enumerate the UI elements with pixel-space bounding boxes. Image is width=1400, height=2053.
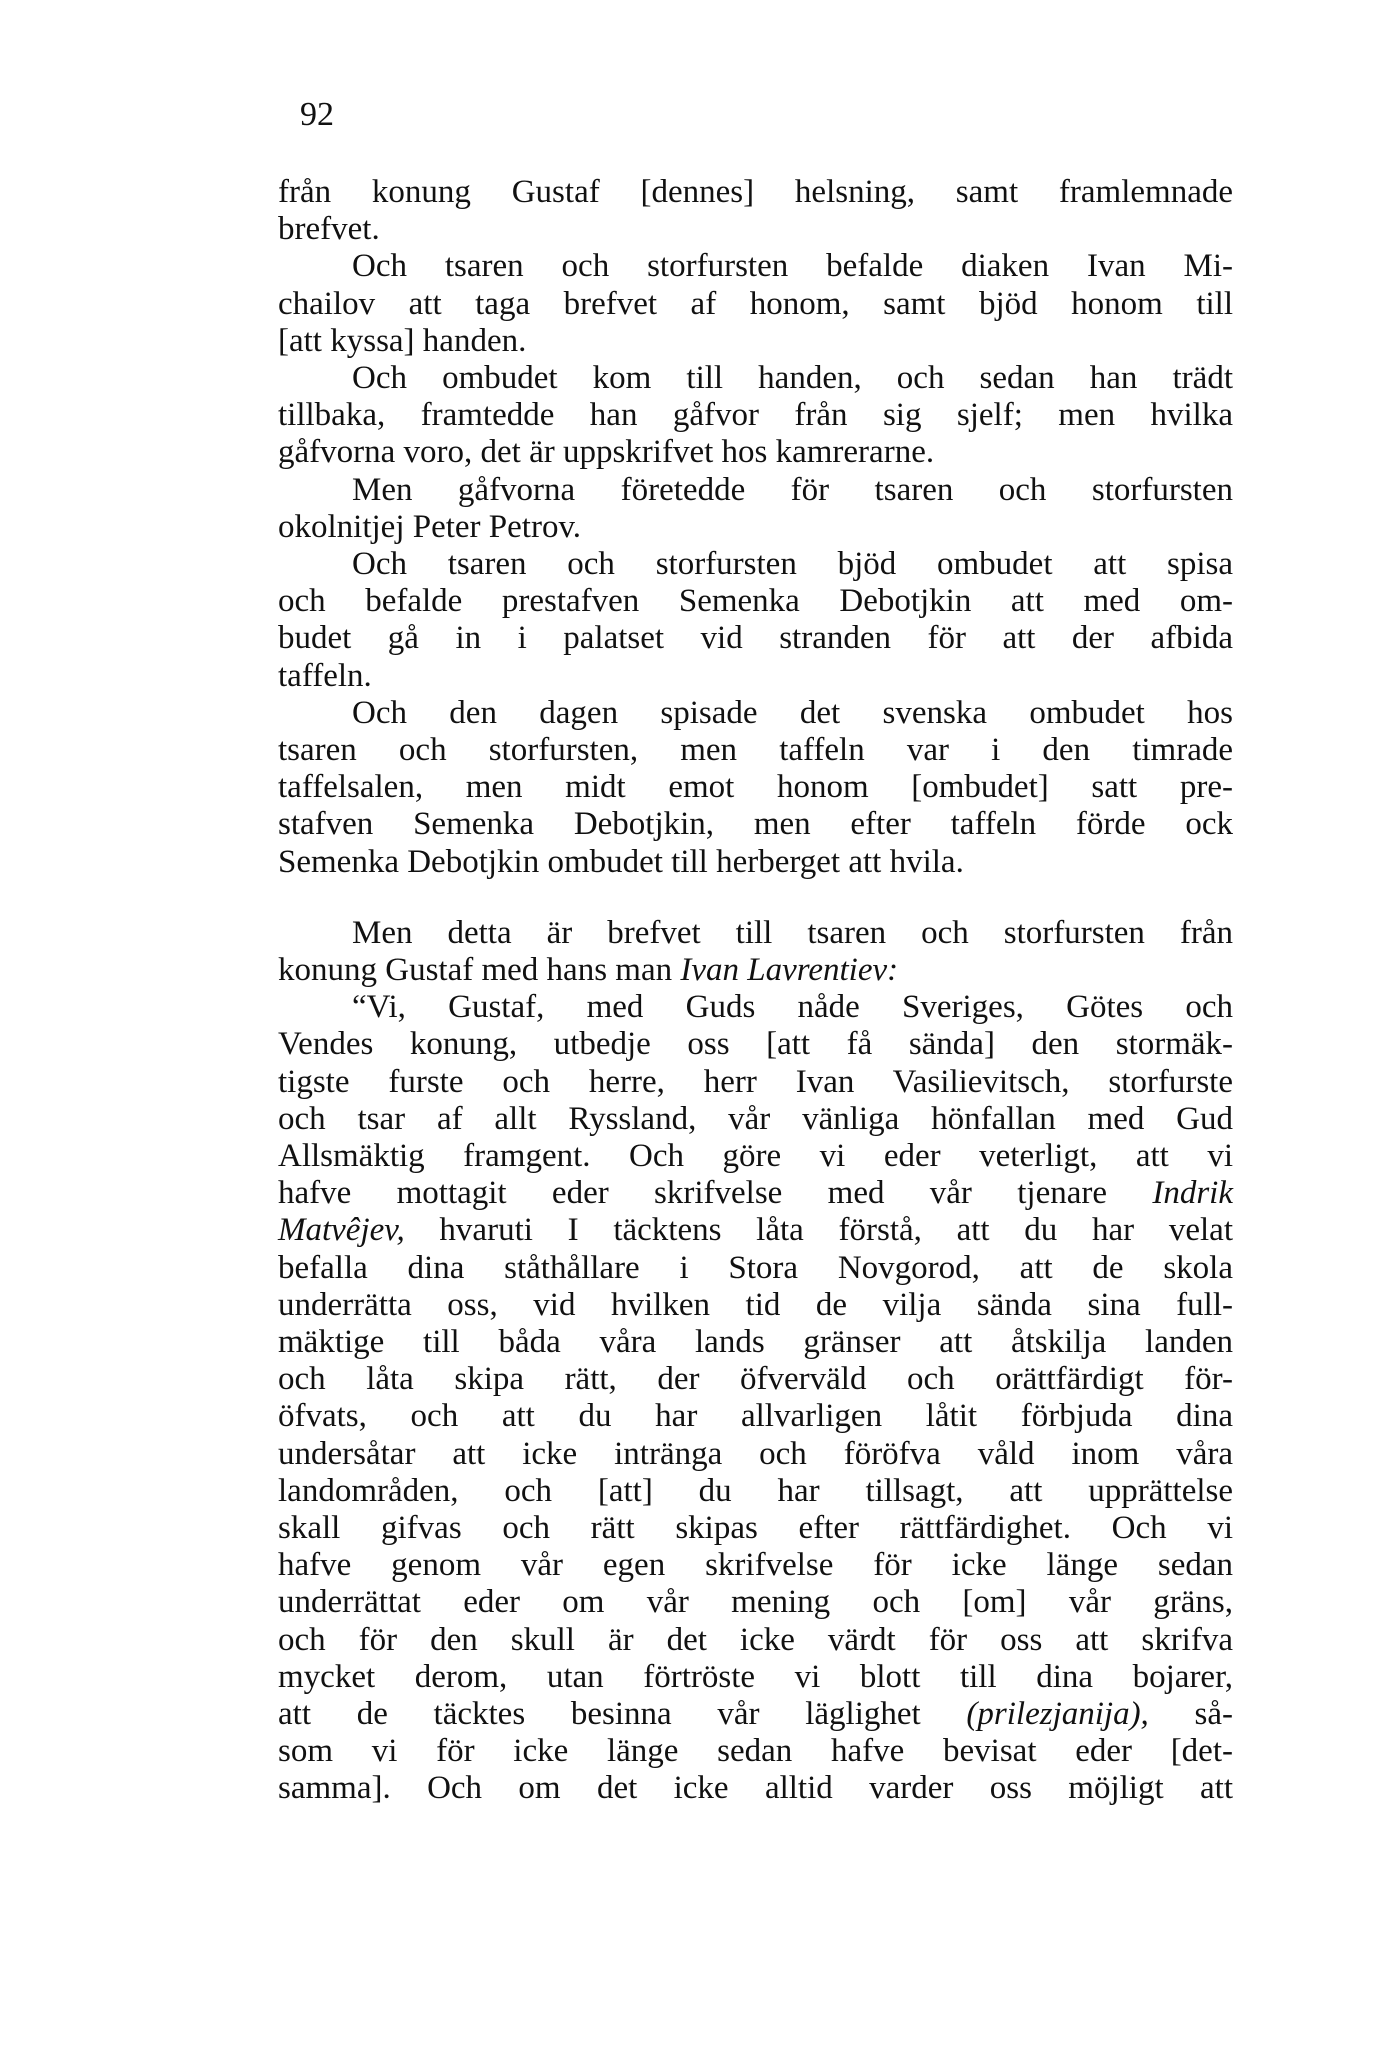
text-line (278, 432, 1233, 472)
text-line (278, 1694, 1233, 1734)
text-line (278, 507, 1233, 547)
line-text: brefvet. (278, 211, 380, 248)
text-line (278, 950, 1233, 990)
line-text: samma]. Och om det icke alltid varder oss möjligt att (278, 1770, 1233, 1807)
line-text: gåfvorna voro, det är uppskrifvet hos kamrerarne. (278, 434, 935, 471)
text-line (278, 1545, 1233, 1585)
text-line (278, 1285, 1233, 1325)
line-text: underrätta oss, vid hvilken tid de vilja sända sina full- (278, 1286, 1233, 1323)
line-text: hafve mottagit eder skrifvelse med vår tjenare (278, 1175, 1153, 1212)
text-line (278, 1768, 1233, 1808)
line-text: Och ombudet kom till handen, och sedan han trädt (352, 360, 1233, 396)
text-line (352, 246, 1233, 286)
text-line (278, 730, 1233, 770)
text-line (278, 618, 1233, 658)
line-text: landområden, och [att] du har tillsagt, att upprättelse (278, 1472, 1233, 1509)
line-text: “Vi, Gustaf, med Guds nåde Sveriges, Götes och (352, 989, 1233, 1026)
text-line (352, 470, 1233, 510)
line-text: tsaren och storfursten, men taffeln var i den timrade (278, 732, 1233, 768)
text-line (278, 1582, 1233, 1622)
line-text: öfvats, och att du har allvarligen låtit förbjuda dina (278, 1398, 1233, 1435)
text-line (278, 581, 1233, 621)
line-text: Och tsaren och storfursten befalde diaken Ivan Mi- (352, 248, 1233, 285)
text-line (278, 321, 1233, 361)
line-italic-text: Indrik (1152, 1175, 1233, 1212)
text-line (278, 1471, 1233, 1511)
line-italic-text: Ivan Lavrentiev: (680, 952, 899, 988)
line-text: och för den skull är det icke värdt för oss att skrifva (278, 1621, 1233, 1658)
text-line (278, 1248, 1233, 1288)
line-text: konung Gustaf med hans man (278, 952, 681, 988)
line-text: tigste furste och herre, herr Ivan Vasilievitsch, storfurste (278, 1063, 1233, 1100)
line-text: taffelsalen, men midt emot honom [ombudet] satt pre- (278, 769, 1233, 806)
text-line (278, 1434, 1233, 1474)
text-line (278, 1210, 1233, 1250)
line-text: skall gifvas och rätt skipas efter rättfärdighet. Och vi (278, 1510, 1233, 1546)
line-text: [att kyssa] handen. (278, 322, 527, 359)
line-text: Semenka Debotjkin ombudet till herberget att hvila. (278, 843, 964, 880)
text-line (278, 395, 1233, 435)
text-line (278, 284, 1233, 324)
text-line (278, 656, 1233, 696)
text-line (278, 1099, 1233, 1139)
line-text: Vendes konung, utbedje oss [att få sända] den stormäk- (278, 1026, 1233, 1063)
text-line (278, 1173, 1233, 1213)
line-text: och tsar af allt Ryssland, vår vänliga hönfallan med Gud (278, 1100, 1233, 1137)
line-text: chailov att taga brefvet af honom, samt bjöd honom till (278, 285, 1233, 322)
line-text: Allsmäktig framgent. Och göre vi eder veterligt, att vi (278, 1138, 1233, 1174)
line-text-after: hvaruti I täcktens låta förstå, att du har velat (404, 1212, 1233, 1249)
text-line (278, 1508, 1233, 1548)
text-line (352, 693, 1233, 733)
line-italic-text: (prilezjanija), (966, 1696, 1149, 1732)
text-line (278, 1657, 1233, 1697)
text-line (278, 1731, 1233, 1771)
page-number: 92 (300, 96, 334, 133)
text-line (278, 842, 1233, 882)
line-text: som vi för icke länge sedan hafve bevisat eder [det- (278, 1733, 1233, 1770)
line-text: mycket derom, utan förtröste vi blott till dina bojarer, (278, 1658, 1233, 1695)
line-text: befalla dina ståthållare i Stora Novgorod, att de skola (278, 1249, 1233, 1286)
line-text: mäktige till båda våra lands gränser att åtskilja landen (278, 1324, 1233, 1360)
text-line (278, 1062, 1233, 1102)
text-line (278, 1620, 1233, 1660)
text-line (278, 172, 1233, 212)
text-line (278, 1024, 1233, 1064)
line-text: Men detta är brefvet till tsaren och storfursten från (352, 914, 1233, 951)
text-line (352, 913, 1233, 953)
line-text: och låta skipa rätt, der öfverväld och orättfärdigt för- (278, 1361, 1233, 1398)
line-text: undersåtar att icke intränga och föröfva våld inom våra (278, 1435, 1233, 1472)
line-text: från konung Gustaf [dennes] helsning, samt framlemnade (278, 174, 1233, 210)
text-line (352, 987, 1233, 1027)
line-text: hafve genom vår egen skrifvelse för icke länge sedan (278, 1547, 1233, 1584)
line-text-after: så- (1148, 1696, 1233, 1732)
line-text: taffeln. (278, 657, 372, 694)
text-line (278, 767, 1233, 807)
text-line (278, 1396, 1233, 1436)
line-text: och befalde prestafven Semenka Debotjkin att med om- (278, 583, 1233, 620)
text-line (278, 804, 1233, 844)
line-text: Och den dagen spisade det svenska ombudet hos (352, 694, 1233, 731)
line-text: stafven Semenka Debotjkin, men efter taffeln förde ock (278, 806, 1233, 843)
line-text: tillbaka, framtedde han gåfvor från sig sjelf; men hvilka (278, 397, 1233, 434)
line-text: att de täcktes besinna vår läglighet (278, 1696, 967, 1732)
line-text: budet gå in i palatset vid stranden för att der afbida (278, 620, 1233, 657)
line-text: underrättat eder om vår mening och [om] vår gräns, (278, 1584, 1233, 1621)
text-line (352, 544, 1233, 584)
line-text: Och tsaren och storfursten bjöd ombudet att spisa (352, 546, 1233, 582)
text-line (278, 1136, 1233, 1176)
line-italic-text: Matvêjev, (278, 1212, 405, 1249)
text-line (278, 1359, 1233, 1399)
line-text: okolnitjej Peter Petrov. (278, 508, 582, 545)
text-line (352, 358, 1233, 398)
text-line (278, 1322, 1233, 1362)
text-line (278, 209, 1233, 249)
line-text: Men gåfvorna företedde för tsaren och storfursten (352, 471, 1233, 508)
